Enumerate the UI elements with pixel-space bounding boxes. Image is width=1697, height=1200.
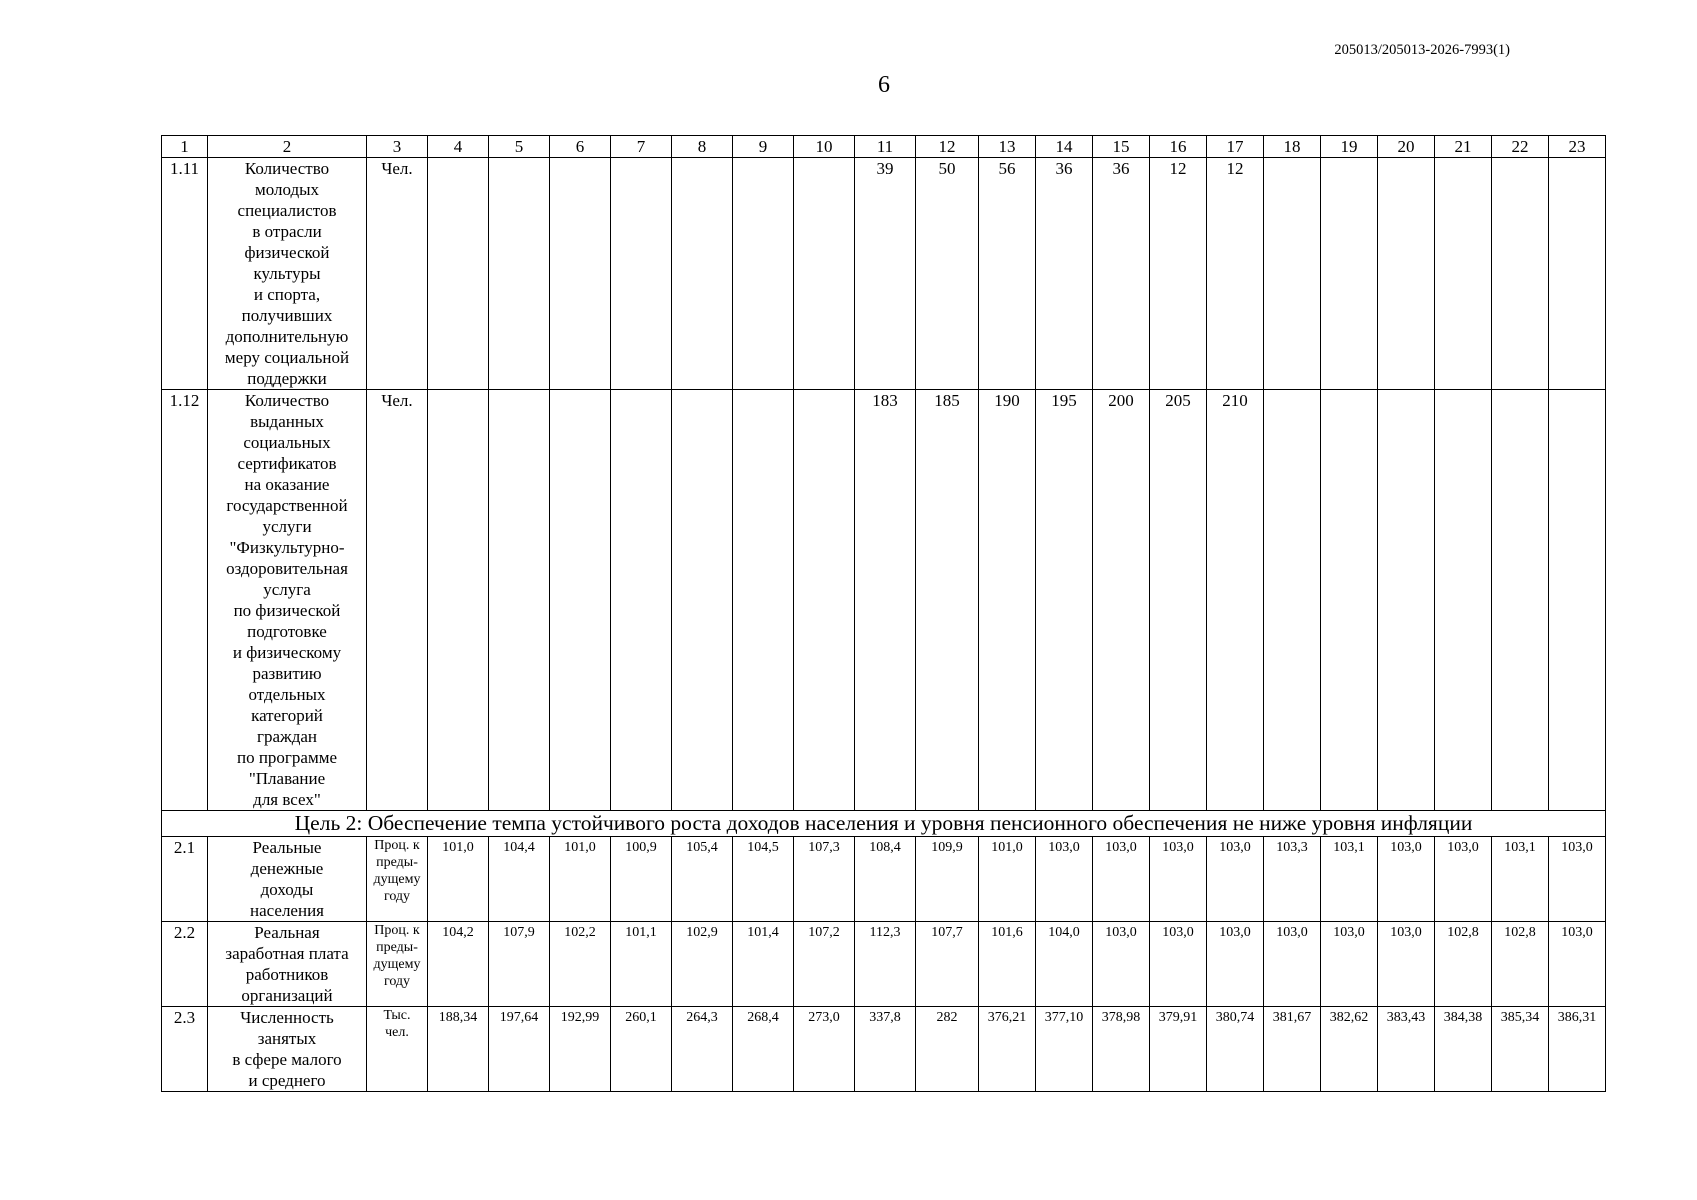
column-number-cell: 6 xyxy=(550,136,611,158)
value-cell: 380,74 xyxy=(1207,1007,1264,1092)
indicator-name: Численность занятых в сфере малого и среднего xyxy=(208,1007,367,1092)
value-cell: 190 xyxy=(979,390,1036,811)
column-number-cell: 15 xyxy=(1093,136,1150,158)
value-cell: 260,1 xyxy=(611,1007,672,1092)
value-cell: 197,64 xyxy=(489,1007,550,1092)
column-number-cell: 3 xyxy=(367,136,428,158)
value-cell: 384,38 xyxy=(1435,1007,1492,1092)
value-cell: 103,0 xyxy=(1378,837,1435,922)
value-cell xyxy=(1492,390,1549,811)
value-cell: 102,9 xyxy=(672,922,733,1007)
goal-title: Цель 2: Обеспечение темпа устойчивого роста доходов населения и уровня пенсионного обеспечения не ниже уровня инфляции xyxy=(162,811,1606,837)
indicator-name: Реальные денежные доходы населения xyxy=(208,837,367,922)
table-row xyxy=(162,390,1606,811)
value-cell: 109,9 xyxy=(916,837,979,922)
column-number-cell: 22 xyxy=(1492,136,1549,158)
value-cell: 103,0 xyxy=(1207,837,1264,922)
value-cell xyxy=(1378,390,1435,811)
value-cell xyxy=(733,158,794,390)
value-cell xyxy=(550,158,611,390)
row-number: 1.12 xyxy=(162,390,208,811)
table-row xyxy=(162,1007,1606,1092)
value-cell: 112,3 xyxy=(855,922,916,1007)
column-number-cell: 8 xyxy=(672,136,733,158)
column-number-cell: 20 xyxy=(1378,136,1435,158)
column-number-cell: 23 xyxy=(1549,136,1606,158)
value-cell: 103,0 xyxy=(1321,922,1378,1007)
page-number: 6 xyxy=(878,72,890,98)
value-cell: 379,91 xyxy=(1150,1007,1207,1092)
value-cell xyxy=(1549,390,1606,811)
value-cell: 381,67 xyxy=(1264,1007,1321,1092)
value-cell xyxy=(428,390,489,811)
row-number: 2.2 xyxy=(162,922,208,1007)
value-cell: 103,0 xyxy=(1549,922,1606,1007)
column-number-cell: 9 xyxy=(733,136,794,158)
value-cell: 107,2 xyxy=(794,922,855,1007)
value-cell: 101,6 xyxy=(979,922,1036,1007)
value-cell: 108,4 xyxy=(855,837,916,922)
value-cell: 188,34 xyxy=(428,1007,489,1092)
value-cell: 101,1 xyxy=(611,922,672,1007)
column-number-cell: 17 xyxy=(1207,136,1264,158)
row-number: 2.1 xyxy=(162,837,208,922)
value-cell: 103,1 xyxy=(1321,837,1378,922)
value-cell: 36 xyxy=(1036,158,1093,390)
value-cell xyxy=(1321,158,1378,390)
column-number-cell: 7 xyxy=(611,136,672,158)
value-cell: 200 xyxy=(1093,390,1150,811)
table-row xyxy=(162,922,1606,1007)
value-cell: 102,8 xyxy=(1435,922,1492,1007)
column-number-cell: 13 xyxy=(979,136,1036,158)
value-cell: 383,43 xyxy=(1378,1007,1435,1092)
value-cell: 100,9 xyxy=(611,837,672,922)
value-cell: 377,10 xyxy=(1036,1007,1093,1092)
value-cell: 102,2 xyxy=(550,922,611,1007)
value-cell: 104,0 xyxy=(1036,922,1093,1007)
value-cell: 103,0 xyxy=(1264,922,1321,1007)
value-cell: 105,4 xyxy=(672,837,733,922)
value-cell: 103,1 xyxy=(1492,837,1549,922)
table-row xyxy=(162,158,1606,390)
column-number-cell: 5 xyxy=(489,136,550,158)
value-cell xyxy=(794,390,855,811)
value-cell: 192,99 xyxy=(550,1007,611,1092)
value-cell: 185 xyxy=(916,390,979,811)
value-cell xyxy=(672,390,733,811)
value-cell: 101,0 xyxy=(979,837,1036,922)
column-number-cell: 2 xyxy=(208,136,367,158)
indicator-name: Количество выданных социальных сертификатов на оказание государственной услуги "Физкультурно- оздоровительная услуга по физической подготовке и физическому развитию отдельных категорий граждан по программе "Плавание для всех" xyxy=(208,390,367,811)
value-cell: 103,0 xyxy=(1093,837,1150,922)
value-cell: 195 xyxy=(1036,390,1093,811)
value-cell xyxy=(1549,158,1606,390)
column-number-cell: 10 xyxy=(794,136,855,158)
value-cell xyxy=(794,158,855,390)
column-number-row xyxy=(162,136,1606,158)
value-cell: 107,7 xyxy=(916,922,979,1007)
value-cell: 210 xyxy=(1207,390,1264,811)
column-number-cell: 18 xyxy=(1264,136,1321,158)
value-cell xyxy=(1264,158,1321,390)
value-cell: 264,3 xyxy=(672,1007,733,1092)
value-cell: 103,0 xyxy=(1150,922,1207,1007)
value-cell: 39 xyxy=(855,158,916,390)
value-cell xyxy=(550,390,611,811)
value-cell: 104,5 xyxy=(733,837,794,922)
value-cell: 183 xyxy=(855,390,916,811)
column-number-cell: 11 xyxy=(855,136,916,158)
column-number-cell: 12 xyxy=(916,136,979,158)
value-cell: 103,3 xyxy=(1264,837,1321,922)
value-cell: 378,98 xyxy=(1093,1007,1150,1092)
value-cell: 107,9 xyxy=(489,922,550,1007)
value-cell: 12 xyxy=(1150,158,1207,390)
indicator-name: Количество молодых специалистов в отрасли физической культуры и спорта, получивших дополнительную меру социальной поддержки xyxy=(208,158,367,390)
value-cell xyxy=(489,390,550,811)
value-cell: 103,0 xyxy=(1093,922,1150,1007)
value-cell xyxy=(733,390,794,811)
value-cell: 56 xyxy=(979,158,1036,390)
value-cell: 103,0 xyxy=(1036,837,1093,922)
value-cell: 101,0 xyxy=(428,837,489,922)
value-cell xyxy=(611,158,672,390)
value-cell: 103,0 xyxy=(1435,837,1492,922)
value-cell xyxy=(428,158,489,390)
value-cell: 104,2 xyxy=(428,922,489,1007)
value-cell: 12 xyxy=(1207,158,1264,390)
value-cell: 36 xyxy=(1093,158,1150,390)
value-cell: 205 xyxy=(1150,390,1207,811)
column-number-cell: 21 xyxy=(1435,136,1492,158)
document-id: 205013/205013-2026-7993(1) xyxy=(1334,42,1510,58)
table-body xyxy=(162,136,1606,1092)
value-cell: 382,62 xyxy=(1321,1007,1378,1092)
value-cell: 282 xyxy=(916,1007,979,1092)
value-cell: 103,0 xyxy=(1207,922,1264,1007)
value-cell: 268,4 xyxy=(733,1007,794,1092)
value-cell: 101,0 xyxy=(550,837,611,922)
value-cell: 103,0 xyxy=(1150,837,1207,922)
unit-of-measure: Проц. к преды- дущему году xyxy=(367,837,428,922)
value-cell: 273,0 xyxy=(794,1007,855,1092)
unit-of-measure: Проц. к преды- дущему году xyxy=(367,922,428,1007)
unit-of-measure: Тыс. чел. xyxy=(367,1007,428,1092)
value-cell: 103,0 xyxy=(1378,922,1435,1007)
value-cell: 376,21 xyxy=(979,1007,1036,1092)
column-number-cell: 1 xyxy=(162,136,208,158)
column-number-cell: 4 xyxy=(428,136,489,158)
value-cell xyxy=(611,390,672,811)
indicators-table xyxy=(161,135,1606,1092)
value-cell: 386,31 xyxy=(1549,1007,1606,1092)
value-cell: 103,0 xyxy=(1549,837,1606,922)
value-cell xyxy=(1492,158,1549,390)
value-cell xyxy=(672,158,733,390)
row-number: 2.3 xyxy=(162,1007,208,1092)
value-cell: 50 xyxy=(916,158,979,390)
value-cell xyxy=(1435,390,1492,811)
value-cell xyxy=(489,158,550,390)
value-cell xyxy=(1435,158,1492,390)
value-cell xyxy=(1264,390,1321,811)
column-number-cell: 19 xyxy=(1321,136,1378,158)
value-cell: 107,3 xyxy=(794,837,855,922)
column-number-cell: 16 xyxy=(1150,136,1207,158)
unit-of-measure: Чел. xyxy=(367,390,428,811)
value-cell: 337,8 xyxy=(855,1007,916,1092)
unit-of-measure: Чел. xyxy=(367,158,428,390)
table-row xyxy=(162,837,1606,922)
row-number: 1.11 xyxy=(162,158,208,390)
value-cell: 104,4 xyxy=(489,837,550,922)
indicator-name: Реальная заработная плата работников организаций xyxy=(208,922,367,1007)
value-cell: 102,8 xyxy=(1492,922,1549,1007)
goal-row xyxy=(162,811,1606,837)
value-cell xyxy=(1378,158,1435,390)
value-cell: 101,4 xyxy=(733,922,794,1007)
value-cell xyxy=(1321,390,1378,811)
column-number-cell: 14 xyxy=(1036,136,1093,158)
value-cell: 385,34 xyxy=(1492,1007,1549,1092)
